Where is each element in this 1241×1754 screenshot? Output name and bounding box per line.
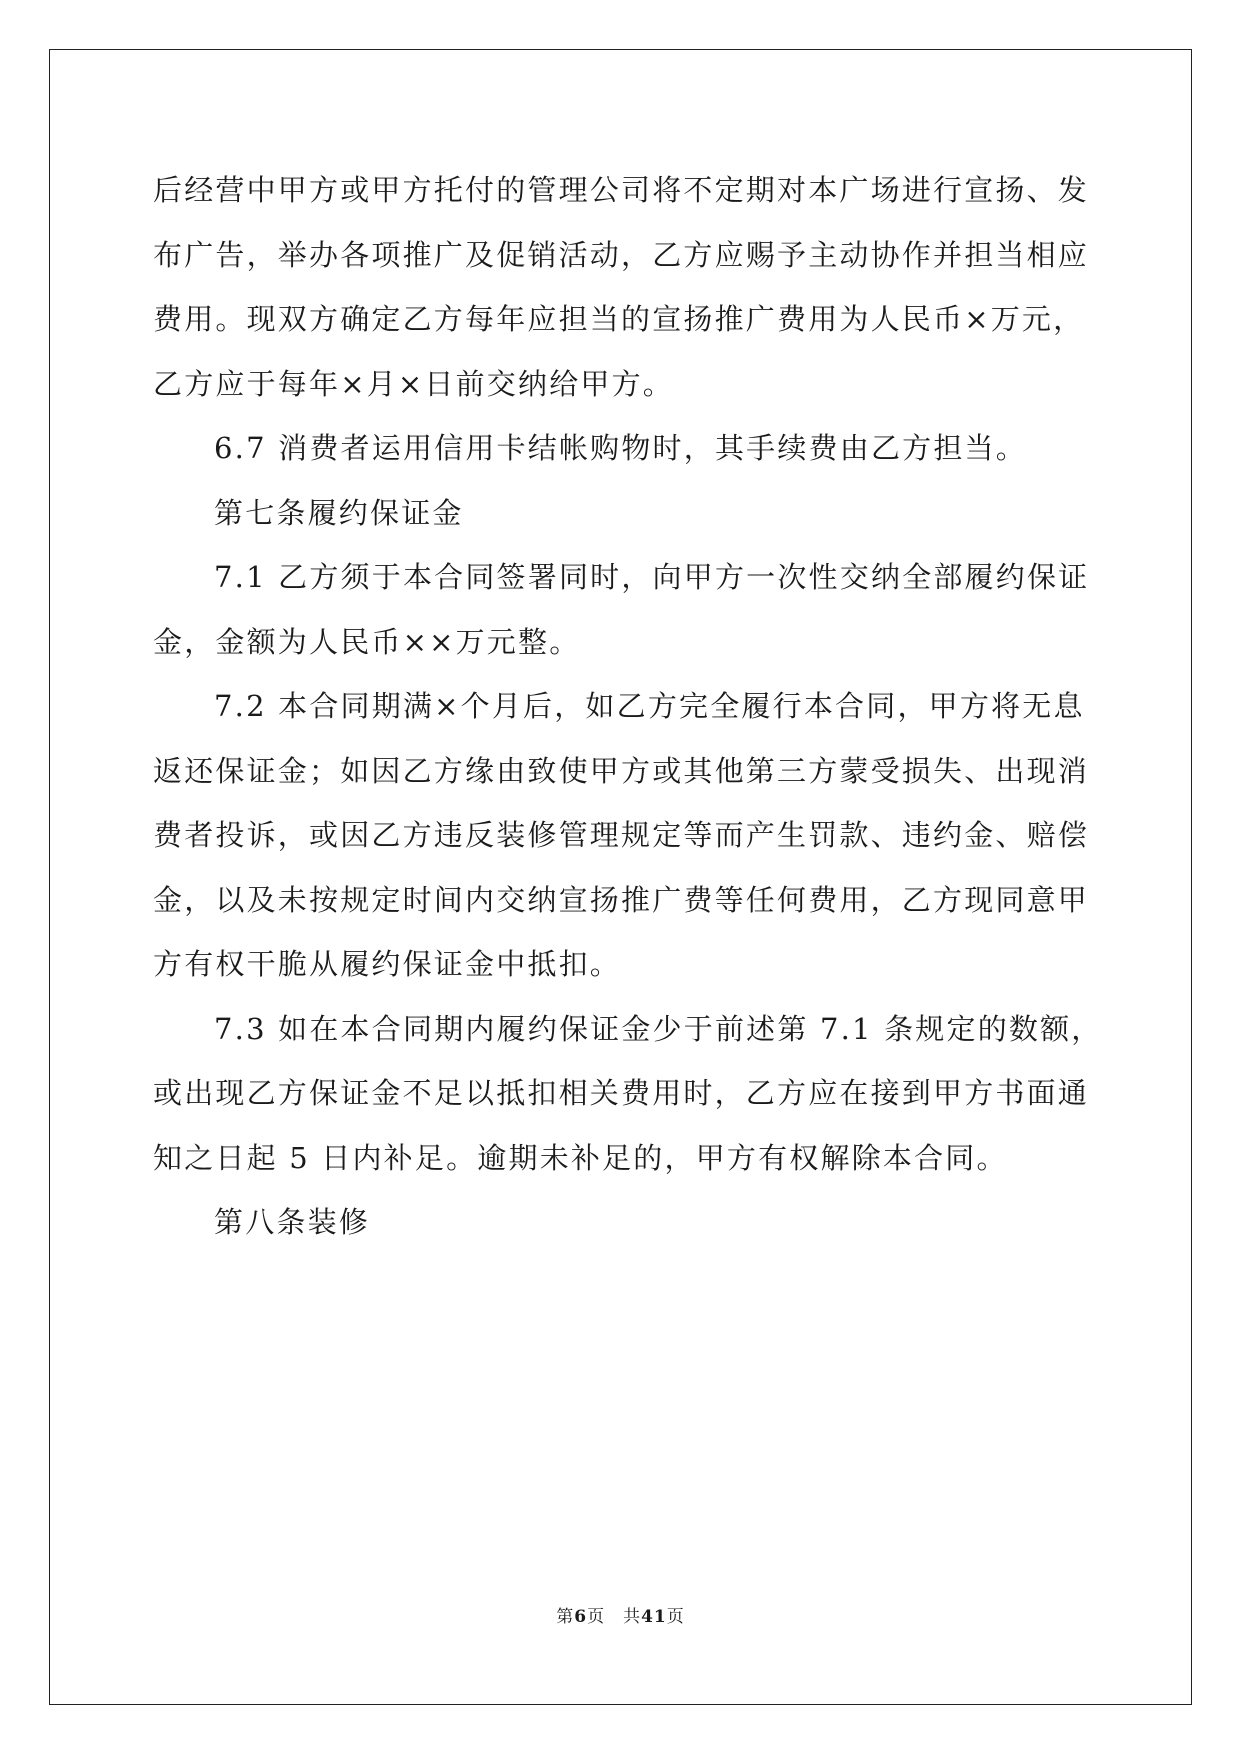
total-pages: 41 [641,1607,667,1627]
text-line: 布广告，举办各项推广及促销活动，乙方应赐予主动协作并担当相应 [153,237,1090,272]
text-line: 费用。现双方确定乙方每年应担当的宣扬推广费用为人民币×万元， [153,302,1085,336]
paragraph-7-1: 7.1 乙方须于本合同签署同时，向甲方一次性交纳全部履约保证 [214,560,1090,594]
text-line: 知之日起 5 日内补足。逾期未补足的，甲方有权解除本合同。 [153,1140,1008,1175]
total-prefix: 共 [623,1607,642,1627]
total-suffix: 页 [666,1607,685,1627]
page-number: 6 [574,1607,588,1627]
paragraph-6-7: 6.7 消费者运用信用卡结帐购物时，其手续费由乙方担当。 [214,431,1027,465]
text-line: 金，金额为人民币××万元整。 [153,624,581,659]
text-line: 返还保证金；如因乙方缘由致使甲方或其他第三方蒙受损失、出现消 [153,753,1090,788]
page-prefix: 第 [556,1607,575,1627]
section-heading-article-8: 第八条装修 [214,1205,371,1239]
page-suffix: 页 [587,1607,606,1627]
text-line: 费者投诉，或因乙方违反装修管理规定等而产生罚款、违约金、赔偿 [153,818,1090,852]
text-line: 后经营中甲方或甲方托付的管理公司将不定期对本广场进行宣扬、发 [153,173,1090,207]
text-line: 金，以及未按规定时间内交纳宣扬推广费等任何费用，乙方现同意甲 [153,882,1090,917]
text-line: 乙方应于每年×月×日前交纳给甲方。 [153,366,674,401]
paragraph-7-3: 7.3 如在本合同期内履约保证金少于前述第 7.1 条规定的数额， [214,1011,1103,1046]
text-line: 或出现乙方保证金不足以抵扣相关费用时，乙方应在接到甲方书面通 [153,1076,1090,1110]
document-body [153,158,1103,1255]
text-line: 方有权干脆从履约保证金中抵扣。 [153,947,622,981]
section-heading-article-7: 第七条履约保证金 [214,495,464,530]
page-footer [0,1602,1241,1627]
paragraph-7-2: 7.2 本合同期满×个月后，如乙方完全履行本合同，甲方将无息 [214,689,1085,723]
